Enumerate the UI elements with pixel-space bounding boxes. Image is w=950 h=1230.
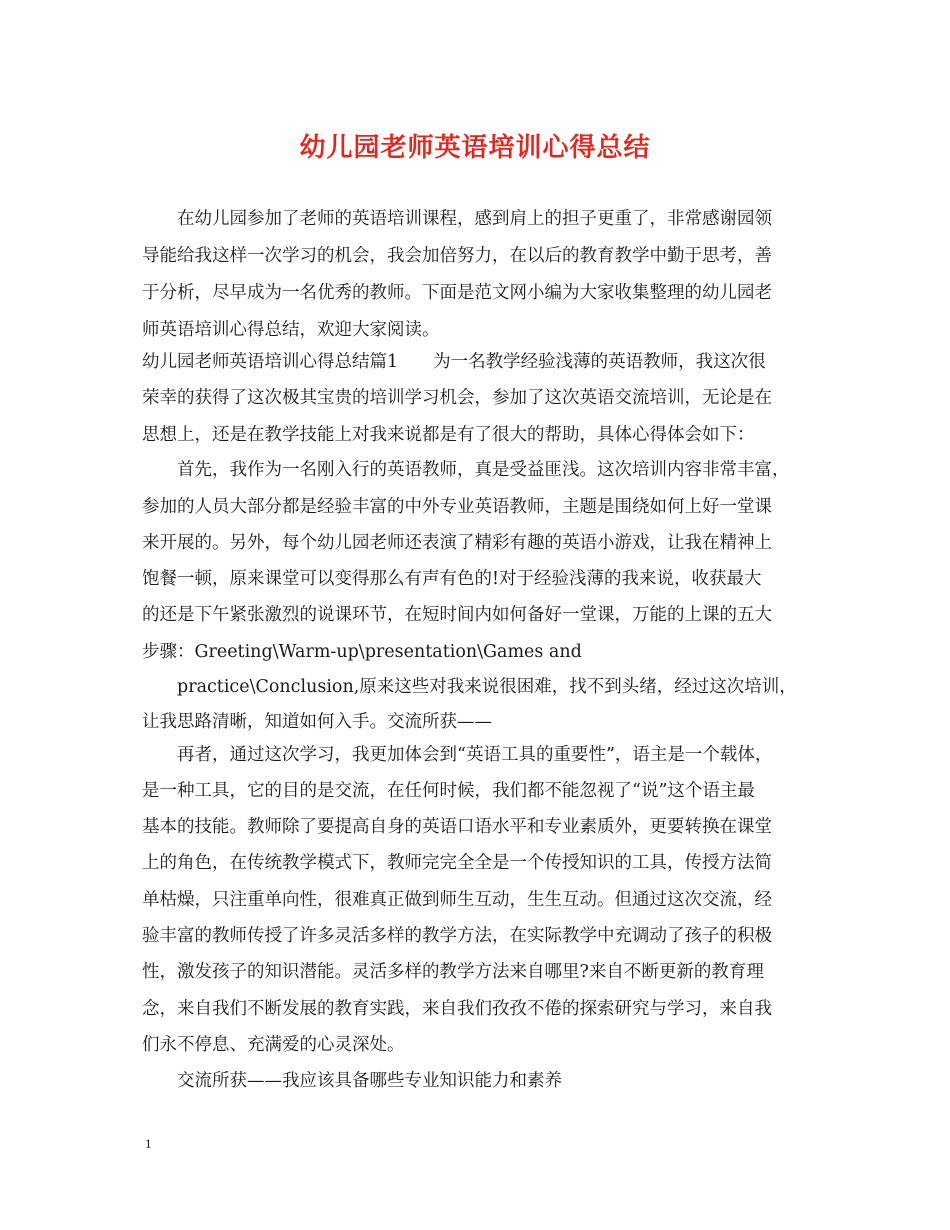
body-line: 单枯燥，只注重单向性，很难真正做到师生互动，生生互动。但通过这次交流，经 (142, 890, 772, 910)
page-number: 1 (145, 1136, 152, 1151)
body-line: 荣幸的获得了这次极其宝贵的培训学习机会，参加了这次英语交流培训，无论是在 (142, 388, 772, 408)
body-line: 再者，通过这次学习，我更加体会到“英语工具的重要性”，语主是一个载体， (142, 745, 773, 765)
body-line: 交流所获——我应该具备哪些专业知识能力和素养 (142, 1071, 562, 1091)
document-title: 幼儿园老师英语培训心得总结 (299, 133, 651, 163)
body-line: 念，来自我们不断发展的教育实践，来自我们孜孜不倦的探索研究与学习，来自我 (142, 999, 772, 1019)
body-line: 上的角色，在传统教学模式下，教师完完全全是一个传授知识的工具，传授方法简 (142, 853, 772, 873)
body-line: 基本的技能。教师除了要提高自身的英语口语水平和专业素质外，更要转换在课堂 (142, 817, 772, 837)
body-line: 思想上，还是在教学技能上对我来说都是有了很大的帮助，具体心得体会如下： (142, 425, 755, 445)
body-line: 性，激发孩子的知识潜能。灵活多样的教学方法来自哪里?来自不断更新的教育理 (142, 962, 764, 982)
body-line: 的还是下午紧张激烈的说课环节，在短时间内如何备好一堂课，万能的上课的五大 (142, 605, 772, 625)
body-line: 来开展的。另外，每个幼儿园老师还表演了精彩有趣的英语小游戏，让我在精神上 (142, 533, 772, 553)
body-line: practice\Conclusion,原来这些对我来说很困难，找不到头绪，经过这次培训， (142, 677, 797, 697)
body-line: 验丰富的教师传授了许多灵活多样的教学方法，在实际教学中充调动了孩子的积极 (142, 926, 772, 946)
body-line: 于分析，尽早成为一名优秀的教师。下面是范文网小编为大家收集整理的幼儿园老 (142, 283, 772, 303)
body-line: 师英语培训心得总结，欢迎大家阅读。 (142, 320, 440, 340)
body-line: 们永不停息、充满爱的心灵深处。 (142, 1035, 405, 1055)
body-line: 是一种工具，它的目的是交流，在任何时候，我们都不能忽视了“说”这个语主最 (142, 781, 755, 801)
body-line: 导能给我这样一次学习的机会，我会加倍努力，在以后的教育教学中勤于思考，善 (142, 246, 772, 266)
body-line: 在幼儿园参加了老师的英语培训课程，感到肩上的担子更重了，非常感谢园领 (142, 209, 772, 229)
body-line: 首先，我作为一名刚入行的英语教师，真是受益匪浅。这次培训内容非常丰富， (142, 460, 790, 480)
body-line: 幼儿园老师英语培训心得总结篇1 为一名教学经验浅薄的英语教师，我这次很 (142, 352, 766, 372)
body-line: 参加的人员大部分都是经验丰富的中外专业英语教师，主题是围绕如何上好一堂课 (142, 497, 772, 517)
body-line: 步骤：Greeting\Warm-up\presentation\Games and (142, 642, 582, 662)
body-line: 让我思路清晰，知道如何入手。交流所获—— (142, 712, 492, 732)
body-line: 饱餐一顿，原来课堂可以变得那么有声有色的!对于经验浅薄的我来说，收获最大 (142, 569, 762, 589)
